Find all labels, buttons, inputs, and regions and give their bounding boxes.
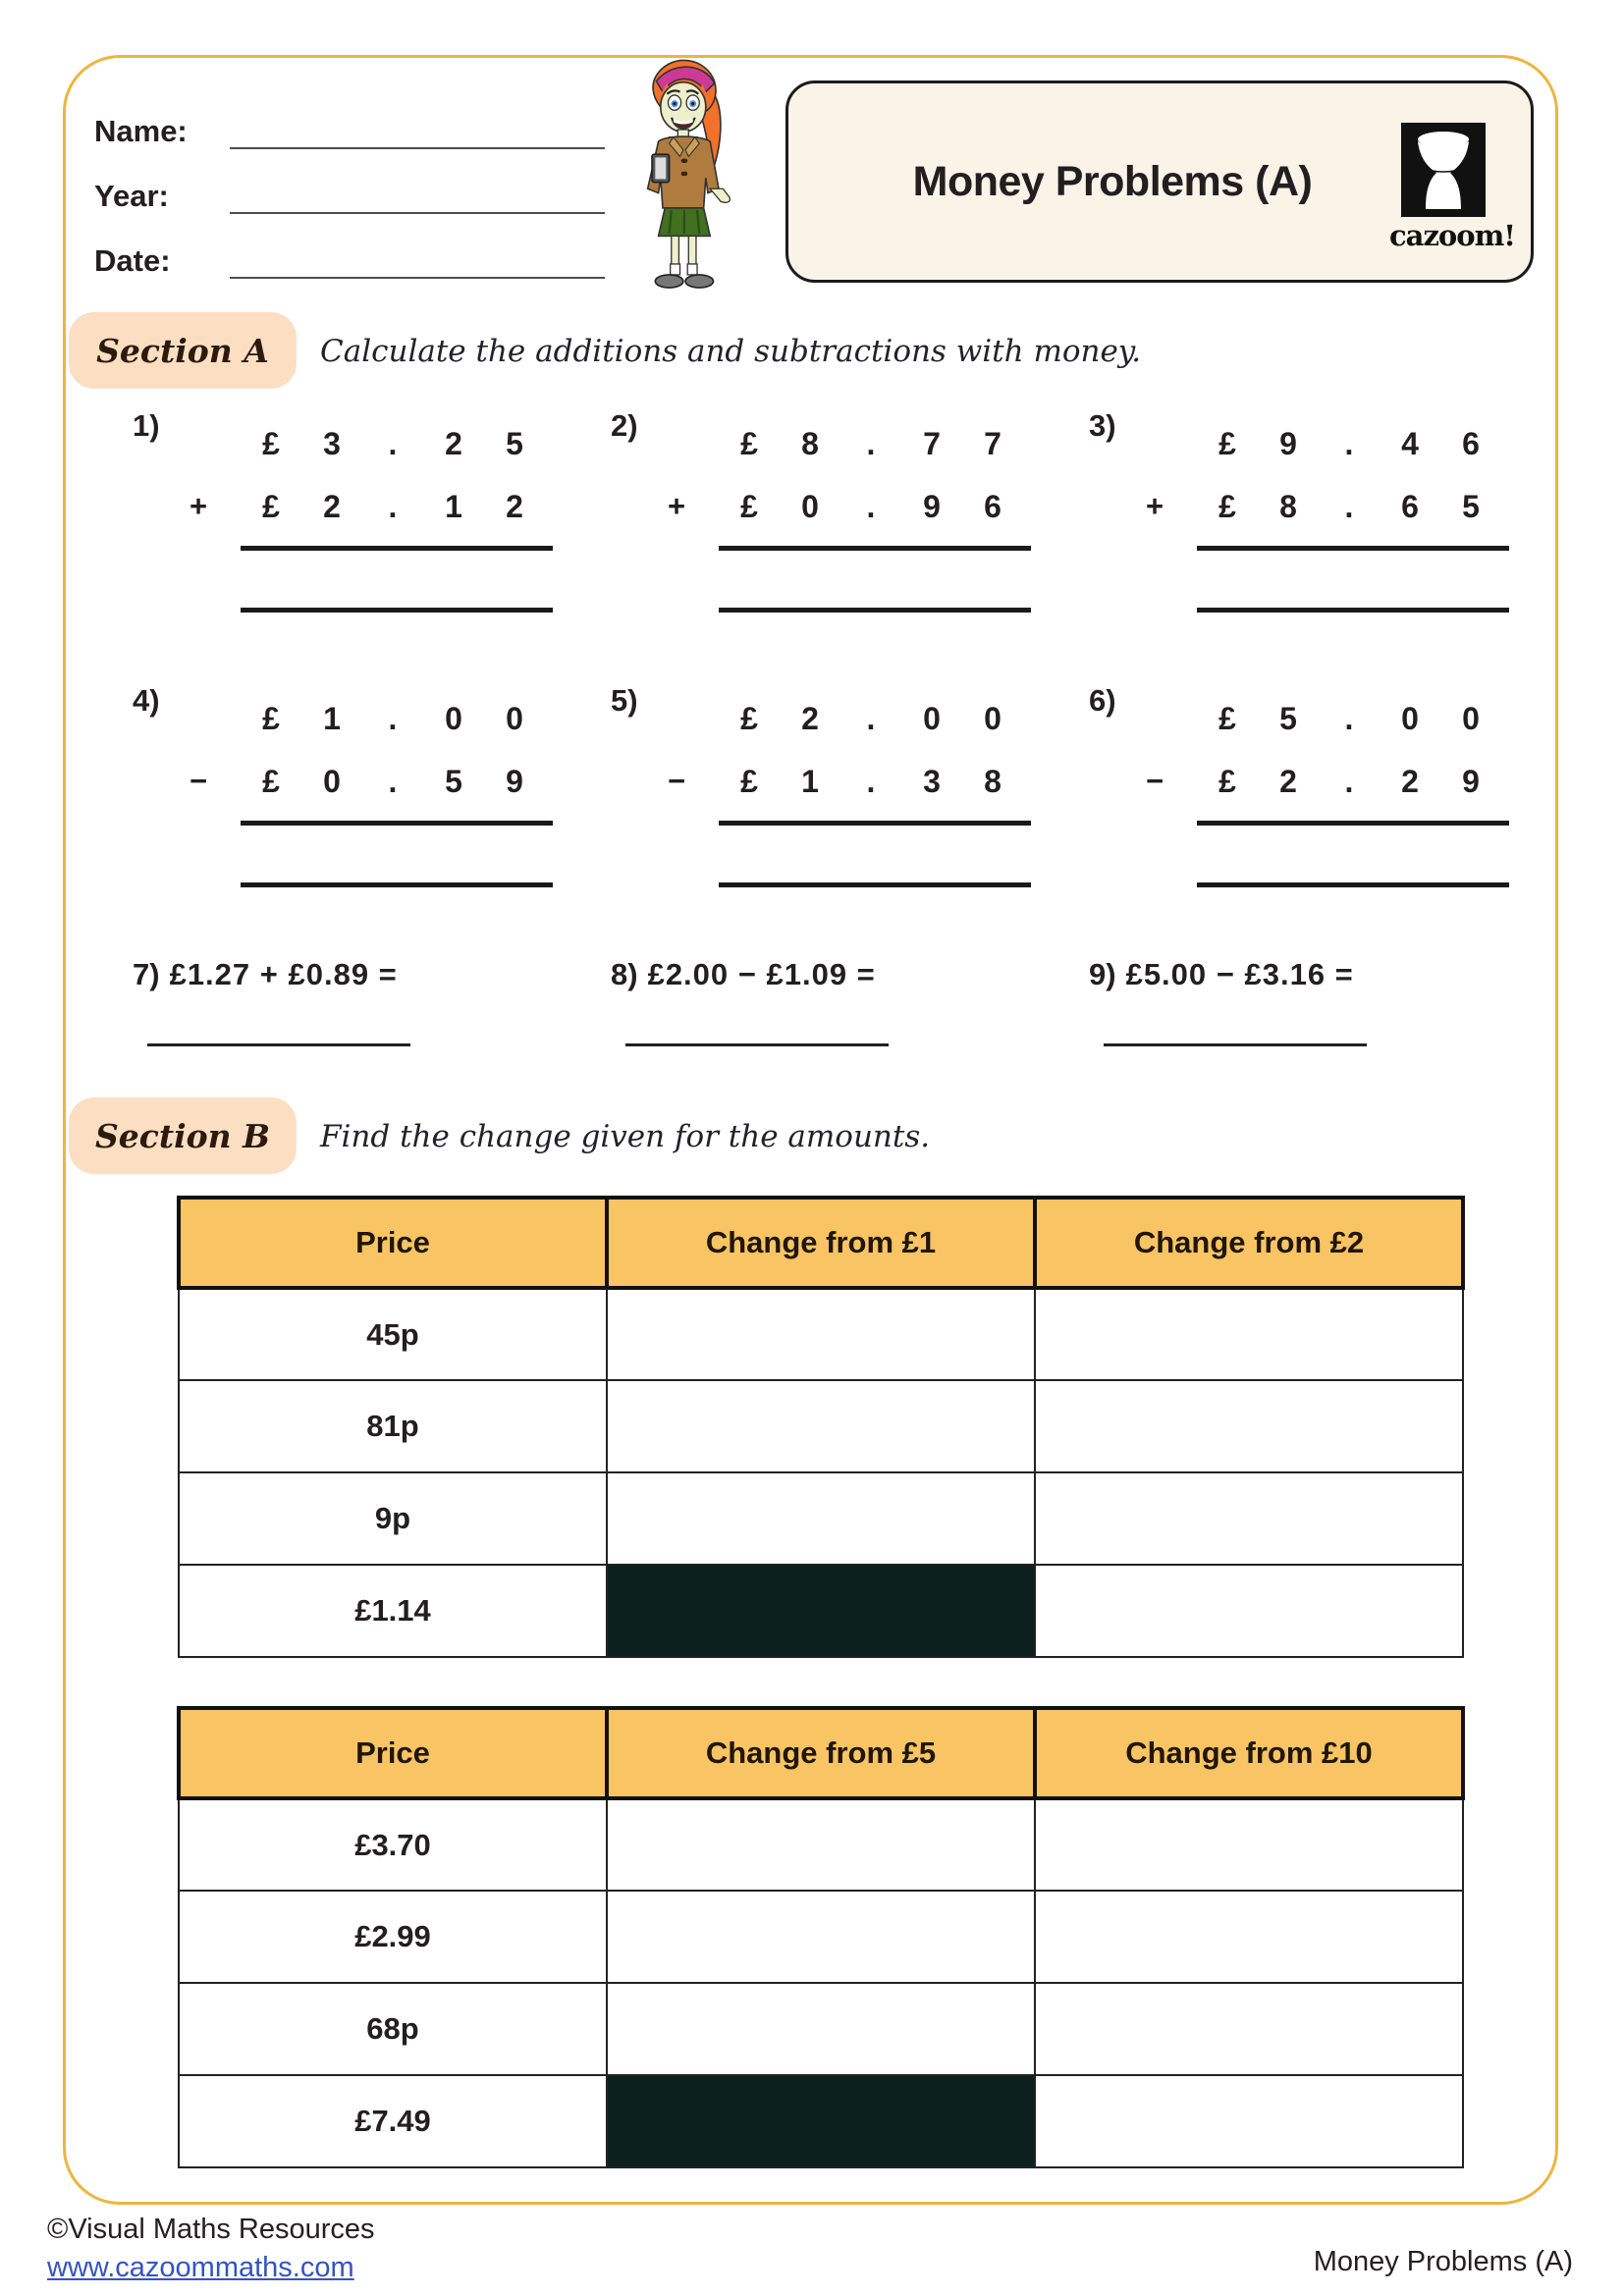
answer-cell[interactable] xyxy=(1035,2075,1463,2167)
cazoom-logo-text: cazoom! xyxy=(1389,219,1516,252)
problem-5 xyxy=(611,683,1089,887)
answer-cell[interactable] xyxy=(1035,1288,1463,1380)
bottom-operand: £ 0 . 9 6 xyxy=(740,488,1001,524)
answer-line[interactable] xyxy=(241,546,553,551)
answer-line[interactable] xyxy=(241,608,553,613)
answer-cell[interactable] xyxy=(1035,1472,1463,1565)
answer-line[interactable] xyxy=(719,821,1031,826)
answer-line[interactable] xyxy=(147,1043,410,1046)
table-row xyxy=(179,1380,1463,1472)
problem-number: 7) xyxy=(133,957,160,991)
problem-number: 6) xyxy=(1089,683,1116,718)
year-row xyxy=(94,159,605,214)
cazoom-logo xyxy=(1389,123,1516,252)
column-problems-row-2 xyxy=(133,683,1567,887)
blocked-cell xyxy=(607,1565,1035,1657)
answer-cell[interactable] xyxy=(1035,1891,1463,1983)
answer-line[interactable] xyxy=(719,882,1031,887)
answer-line[interactable] xyxy=(1197,821,1509,826)
answer-line[interactable] xyxy=(241,821,553,826)
problem-8 xyxy=(611,957,1089,1046)
problem-2 xyxy=(611,408,1089,613)
answer-line[interactable] xyxy=(719,608,1031,613)
problem-6 xyxy=(1089,683,1567,887)
answer-line[interactable] xyxy=(1104,1043,1367,1046)
top-operand: £ 8 . 7 7 xyxy=(740,425,1001,461)
answer-cell[interactable] xyxy=(607,1288,1035,1380)
column-header-price: Price xyxy=(179,1708,607,1798)
copyright-text: ©Visual Maths Resources xyxy=(47,2214,375,2245)
cazoom-drum-icon xyxy=(1401,123,1486,217)
table-row xyxy=(179,1472,1463,1565)
problem-number: 9) xyxy=(1089,957,1116,991)
operator: − xyxy=(668,764,686,798)
answer-cell[interactable] xyxy=(607,1891,1035,1983)
student-id-block xyxy=(94,94,605,289)
column-header-price: Price xyxy=(179,1198,607,1288)
column-header-change-1: Change from £1 xyxy=(607,1198,1035,1288)
answer-cell[interactable] xyxy=(1035,1983,1463,2075)
answer-cell[interactable] xyxy=(607,1983,1035,2075)
problem-number: 8) xyxy=(611,957,638,991)
bottom-operand: £ 0 . 5 9 xyxy=(262,763,523,799)
answer-cell[interactable] xyxy=(607,1472,1035,1565)
footer-doc-title: Money Problems (A) xyxy=(1313,2246,1573,2277)
name-row xyxy=(94,94,605,149)
table-row xyxy=(179,1983,1463,2075)
bottom-operand: £ 2 . 2 9 xyxy=(1218,763,1480,799)
answer-cell[interactable] xyxy=(1035,1565,1463,1657)
price-cell: 81p xyxy=(179,1380,607,1472)
top-operand: £ 3 . 2 5 xyxy=(262,425,523,461)
problem-number: 3) xyxy=(1089,408,1116,443)
table-row xyxy=(179,1565,1463,1657)
answer-cell[interactable] xyxy=(607,1380,1035,1472)
bottom-operand: £ 1 . 3 8 xyxy=(740,763,1001,799)
operator: + xyxy=(189,489,208,523)
column-problems-row-1 xyxy=(133,408,1567,613)
top-operand: £ 9 . 4 6 xyxy=(1218,425,1480,461)
inline-problems-row xyxy=(133,957,1567,1046)
top-operand: £ 5 . 0 0 xyxy=(1218,700,1480,736)
expression: £2.00 − £1.09 = xyxy=(647,957,876,991)
operator: − xyxy=(1146,764,1164,798)
problem-number: 5) xyxy=(611,683,638,718)
operator: − xyxy=(189,764,208,798)
price-cell: £1.14 xyxy=(179,1565,607,1657)
price-cell: £2.99 xyxy=(179,1891,607,1983)
section-b-label: Section B xyxy=(94,1116,271,1155)
problem-9 xyxy=(1089,957,1567,1046)
operator: + xyxy=(1146,489,1164,523)
column-header-change-2: Change from £2 xyxy=(1035,1198,1463,1288)
name-field[interactable] xyxy=(230,110,605,149)
change-table-2 xyxy=(177,1706,1465,2168)
expression: £5.00 − £3.16 = xyxy=(1125,957,1354,991)
section-b-instruction: Find the change given for the amounts. xyxy=(320,1119,931,1154)
problem-number: 4) xyxy=(133,683,160,718)
answer-cell[interactable] xyxy=(1035,1798,1463,1891)
date-row xyxy=(94,224,605,279)
price-cell: 68p xyxy=(179,1983,607,2075)
answer-line[interactable] xyxy=(719,546,1031,551)
problem-4 xyxy=(133,683,611,887)
answer-cell[interactable] xyxy=(1035,1380,1463,1472)
answer-line[interactable] xyxy=(1197,608,1509,613)
year-label: Year: xyxy=(94,179,169,213)
answer-line[interactable] xyxy=(625,1043,889,1046)
section-b-pill xyxy=(69,1097,297,1174)
name-label: Name: xyxy=(94,114,188,148)
answer-cell[interactable] xyxy=(607,1798,1035,1891)
section-a-instruction: Calculate the additions and subtractions with money. xyxy=(320,334,1142,369)
problem-number: 2) xyxy=(611,408,638,443)
title-box xyxy=(785,80,1534,283)
problem-3 xyxy=(1089,408,1567,613)
price-cell: 45p xyxy=(179,1288,607,1380)
price-cell: £3.70 xyxy=(179,1798,607,1891)
date-field[interactable] xyxy=(230,240,605,279)
price-cell: 9p xyxy=(179,1472,607,1565)
answer-line[interactable] xyxy=(241,882,553,887)
bottom-operand: £ 2 . 1 2 xyxy=(262,488,523,524)
column-header-change-10: Change from £10 xyxy=(1035,1708,1463,1798)
section-a-pill xyxy=(69,312,297,389)
table-row xyxy=(179,1798,1463,1891)
blocked-cell xyxy=(607,2075,1035,2167)
section-a-label: Section A xyxy=(96,331,269,370)
top-operand: £ 2 . 0 0 xyxy=(740,700,1001,736)
top-operand: £ 1 . 0 0 xyxy=(262,700,523,736)
schoolgirl-clipart xyxy=(607,51,764,298)
change-table-1 xyxy=(177,1196,1465,1658)
answer-line[interactable] xyxy=(1197,546,1509,551)
operator: + xyxy=(668,489,686,523)
column-header-change-5: Change from £5 xyxy=(607,1708,1035,1798)
expression: £1.27 + £0.89 = xyxy=(169,957,398,991)
year-field[interactable] xyxy=(230,175,605,214)
price-cell: £7.49 xyxy=(179,2075,607,2167)
problem-number: 1) xyxy=(133,408,160,443)
problem-7 xyxy=(133,957,611,1046)
answer-line[interactable] xyxy=(1197,882,1509,887)
website-link[interactable]: www.cazoommaths.com xyxy=(47,2252,354,2283)
problem-1 xyxy=(133,408,611,613)
bottom-operand: £ 8 . 6 5 xyxy=(1218,488,1480,524)
table-row xyxy=(179,2075,1463,2167)
table-row xyxy=(179,1891,1463,1983)
date-label: Date: xyxy=(94,243,171,278)
page-title: Money Problems (A) xyxy=(912,157,1313,205)
footer-left xyxy=(47,2214,375,2284)
table-row xyxy=(179,1288,1463,1380)
